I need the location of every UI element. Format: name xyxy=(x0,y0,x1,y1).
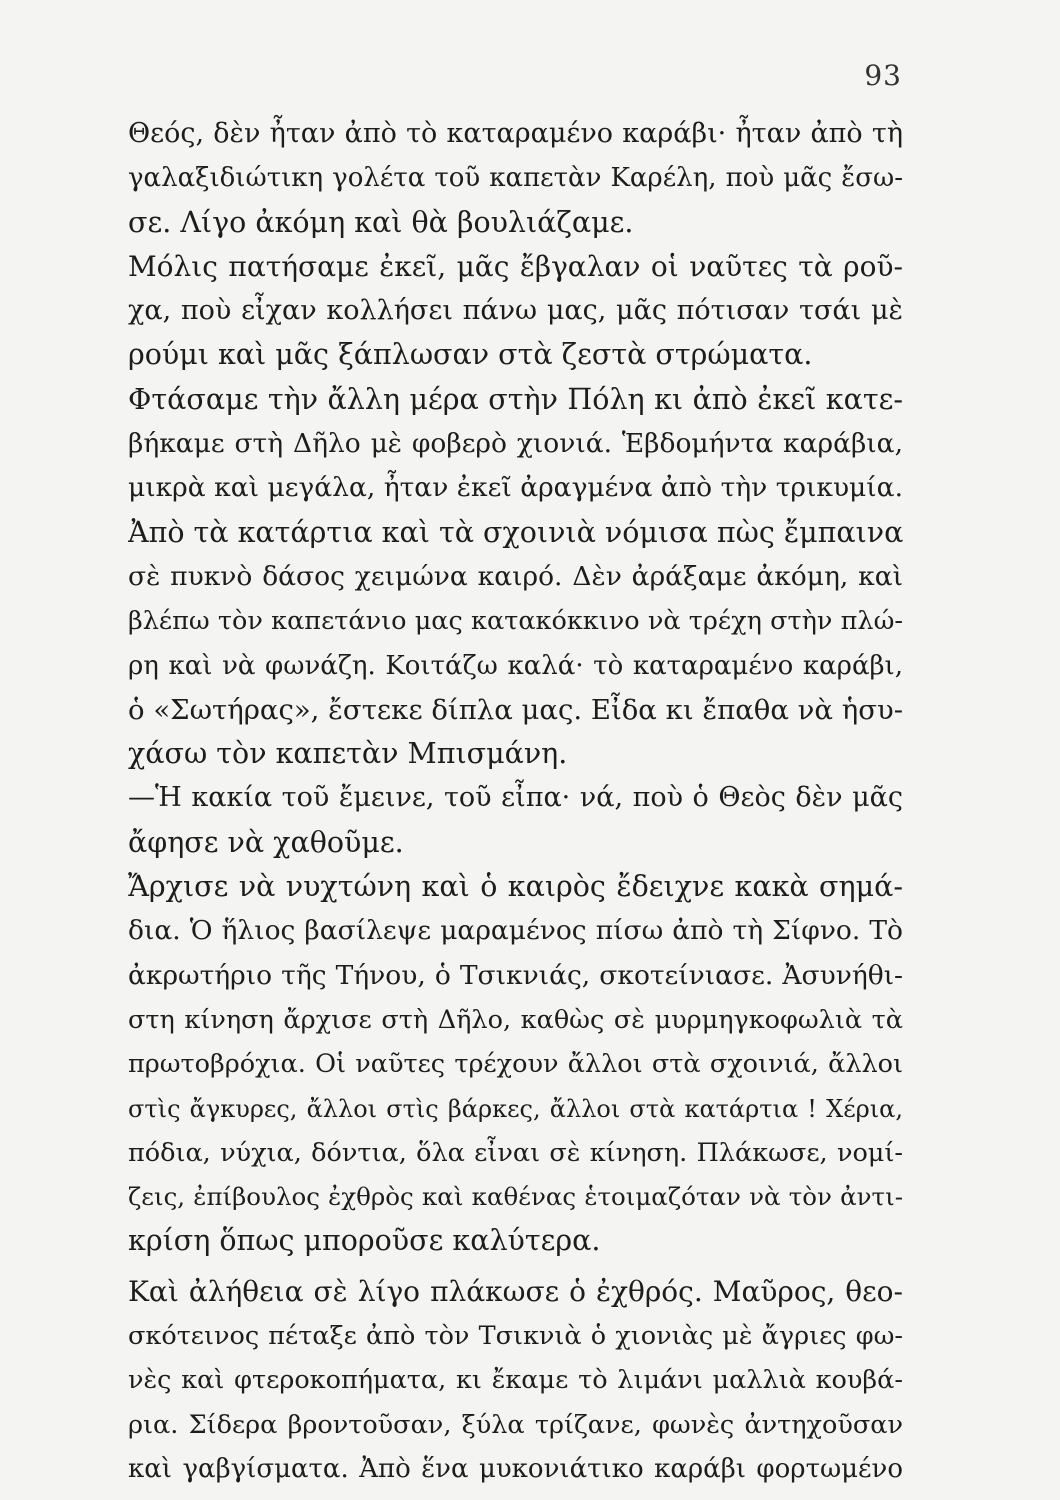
text-line: στὶς ἄγκυρες, ἄλλοι στὶς βάρκες, ἄλλοι στὰ κατάρτια ! Χέρια, xyxy=(128,1094,903,1123)
text-line: χα, ποὺ εἶχαν κολλήσει πάνω μας, μᾶς πότισαν τσάι μὲ xyxy=(128,295,903,327)
page-number: 93 xyxy=(864,59,902,92)
text-line: Ἄρχισε νὰ νυχτώνη καὶ ὁ καιρὸς ἔδειχνε κακὰ σημά- xyxy=(128,870,903,904)
text-line: ἄφησε νὰ χαθοῦμε. xyxy=(128,825,404,859)
text-line: μικρὰ καὶ μεγάλα, ἦταν ἐκεῖ ἀραγμένα ἀπὸ τὴν τρικυμία. xyxy=(128,472,903,504)
text-line: ρούμι καὶ μᾶς ξάπλωσαν στὰ ζεστὰ στρώματα. xyxy=(128,338,813,372)
text-line: πόδια, νύχια, δόντια, ὅλα εἶναι σὲ κίνηση. Πλάκωσε, νομί- xyxy=(128,1137,903,1168)
body-text xyxy=(128,112,903,1491)
text-line: σὲ πυκνὸ δάσος χειμώνα καιρό. Δὲν ἀράξαμε ἀκόμη, καὶ xyxy=(128,560,903,592)
text-line: σε. Λίγο ἀκόμη καὶ θὰ βουλιάζαμε. xyxy=(128,205,634,239)
text-line: ρη καὶ νὰ φωνάζη. Κοιτάζω καλά· τὸ καταραμένο καράβι, xyxy=(128,650,903,681)
text-line: γαλαξιδιώτικη γολέτα τοῦ καπετὰν Καρέλη, ποὺ μᾶς ἔσω- xyxy=(128,163,903,194)
text-line: Θεός, δὲν ἦταν ἀπὸ τὸ καταραμένο καράβι· ἦταν ἀπὸ τὴ xyxy=(128,118,903,149)
text-line: σκότεινος πέταξε ἀπὸ τὸν Τσικνιὰ ὁ χιονιὰς μὲ ἄγριες φω- xyxy=(128,1321,903,1352)
text-line: Καὶ ἀλήθεια σὲ λίγο πλάκωσε ὁ ἐχθρός. Μαῦρος, θεο- xyxy=(128,1274,903,1308)
text-line: βήκαμε στὴ Δῆλο μὲ φοβερὸ χιονιά. Ἑβδομήντα καράβια, xyxy=(128,428,903,460)
text-line: ὁ «Σωτήρας», ἔστεκε δίπλα μας. Εἶδα κι ἔπαθα νὰ ἡσυ- xyxy=(128,693,903,726)
text-line: κρίση ὅπως μποροῦσε καλύτερα. xyxy=(128,1224,601,1258)
text-line: Μόλις πατήσαμε ἐκεῖ, μᾶς ἔβγαλαν οἱ ναῦτες τὰ ροῦ- xyxy=(128,249,903,283)
text-line: καὶ γαβγίσματα. Ἀπὸ ἕνα μυκονιάτικο καράβι φορτωμένο xyxy=(128,1453,903,1484)
text-line: —Ἡ κακία τοῦ ἔμεινε, τοῦ εἶπα· νά, ποὺ ὁ Θεὸς δὲν μᾶς xyxy=(128,782,903,814)
text-line: ζεις, ἐπίβουλος ἐχθρὸς καὶ καθένας ἑτοιμαζόταν νὰ τὸν ἀντι- xyxy=(128,1182,903,1212)
text-line: νὲς καὶ φτεροκοπήματα, κι ἔκαμε τὸ λιμάνι μαλλιὰ κουβά- xyxy=(128,1365,903,1396)
text-line: χάσω τὸν καπετὰν Μπισμάνη. xyxy=(128,737,568,771)
text-line: Φτάσαμε τὴν ἄλλη μέρα στὴν Πόλη κι ἀπὸ ἐκεῖ κατε- xyxy=(128,382,903,416)
text-line: πρωτοβρόχια. Οἱ ναῦτες τρέχουν ἄλλοι στὰ σχοινιά, ἄλλοι xyxy=(128,1049,903,1080)
text-line: Ἀπὸ τὰ κατάρτια καὶ τὰ σχοινιὰ νόμισα πὼς ἔμπαινα xyxy=(128,515,903,549)
text-line: δια. Ὁ ἥλιος βασίλεψε μαραμένος πίσω ἀπὸ τὴ Σίφνο. Τὸ xyxy=(128,915,903,947)
text-line: ἀκρωτήριο τῆς Τήνου, ὁ Τσικνιάς, σκοτείνιασε. Ἀσυνήθι- xyxy=(128,959,903,991)
text-line: ρια. Σίδερα βροντοῦσαν, ξύλα τρίζανε, φωνὲς ἀντηχοῦσαν xyxy=(128,1409,903,1440)
text-line: στη κίνηση ἄρχισε στὴ Δῆλο, καθὼς σὲ μυρμηγκοφωλιὰ τὰ xyxy=(128,1004,903,1035)
text-line: βλέπω τὸν καπετάνιο μας κατακόκκινο νὰ τρέχη στὴν πλώ- xyxy=(128,606,903,637)
